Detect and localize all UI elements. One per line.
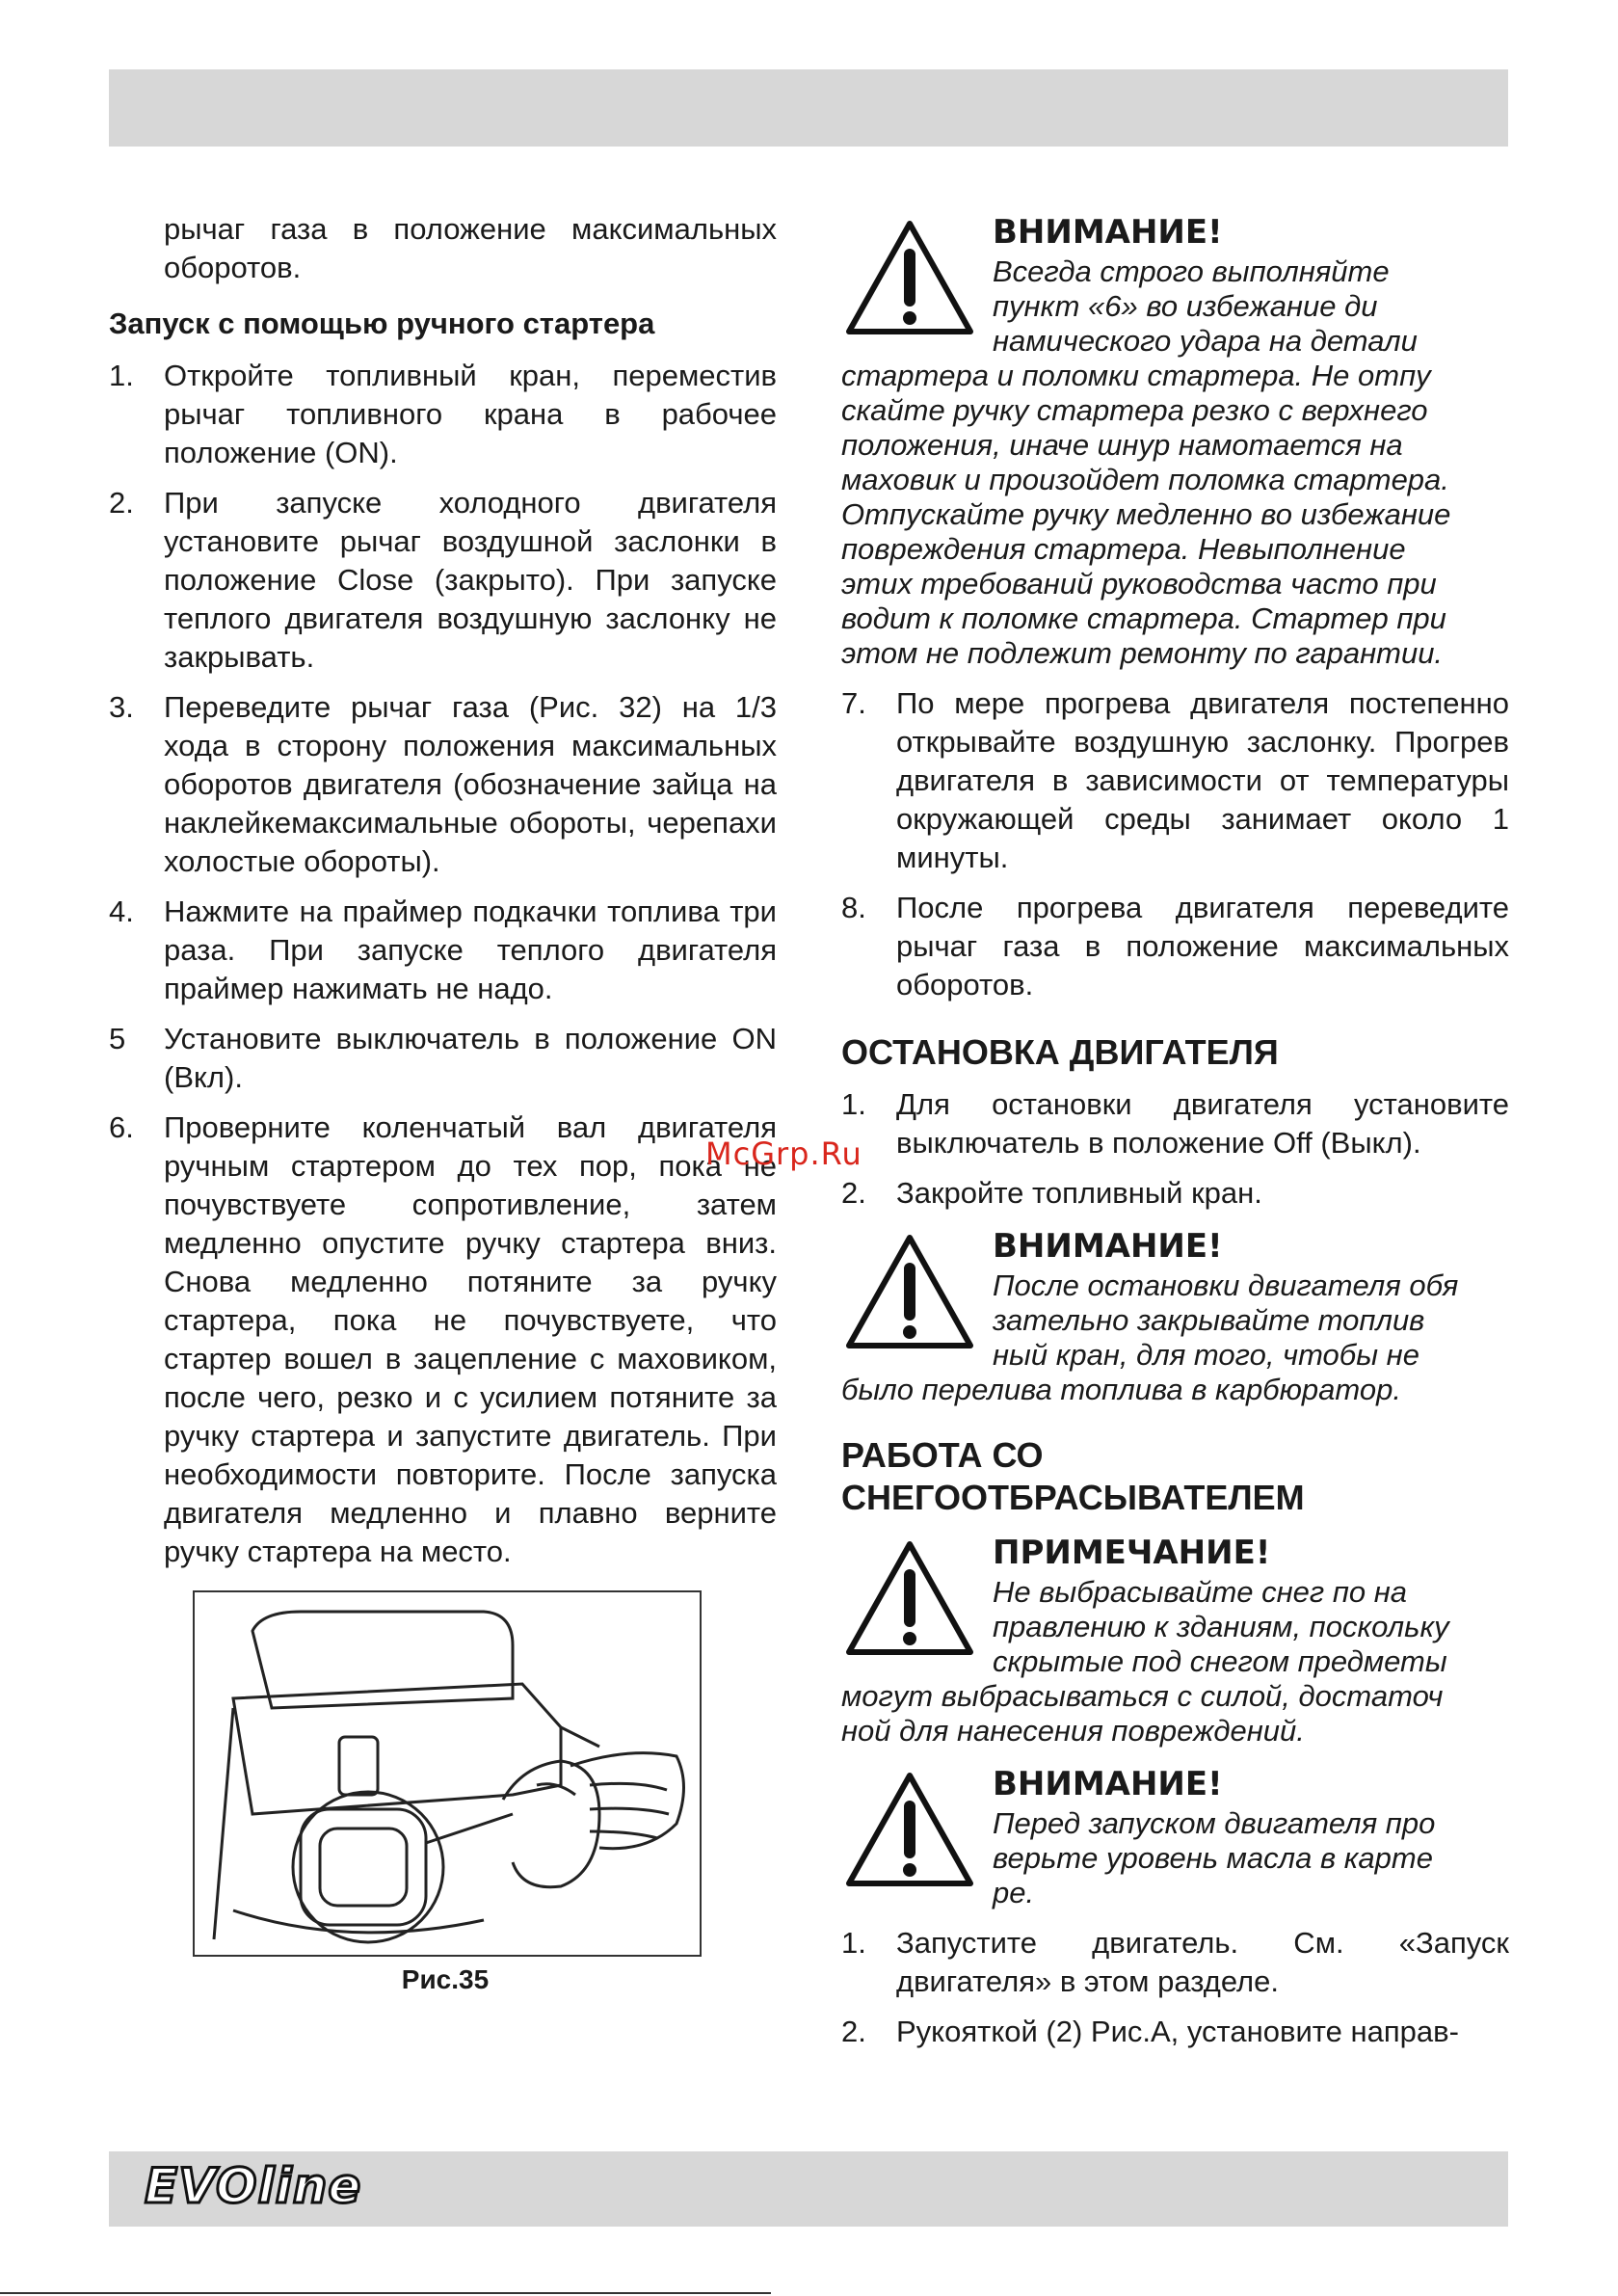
snowthrower-steps xyxy=(841,1924,1509,2051)
list-item: 1. Откройте топливный кран, переместив рычаг топливного крана в рабочее положение (ON). xyxy=(109,359,777,469)
list-item: 2. Рукояткой (2) Рис.А, установите направ- xyxy=(841,2015,1459,2048)
manual-start-heading: Запуск с помощью ручного стартера xyxy=(109,307,655,340)
warning-triangle-icon xyxy=(841,1768,978,1891)
snowthrower-heading: РАБОТА СО СНЕГООТБРАСЫВАТЕЛЕМ xyxy=(841,1435,1305,1517)
intro-text: рычаг газа в положение максимальных оборотов. xyxy=(164,212,777,284)
list-item: 2. При запуске холодного двигателя установите рычаг воздушной заслонки в положение Close (закрыто). При запуске теплого двигателя воздушную заслонку не закрывать. xyxy=(109,486,777,674)
list-item: 3. Переведите рычаг газа (Рис. 32) на 1/3 хода в сторону положения максимальных оборотов двигателя (обозначение зайца на наклейкемаксимальные обороты, черепахи холостые обороты). xyxy=(109,690,777,878)
figure-caption: Рис.35 xyxy=(401,1964,490,1994)
warmup-steps xyxy=(841,684,1509,1004)
note-text: Не выбрасывайте снег по на правлению к зданиям, поскольку скрытые под снегом предметы могут выбрасываться с силой, достаточ ной для нанесения повреждений. xyxy=(841,1575,1449,1748)
warning-triangle-icon xyxy=(841,216,978,339)
warning-box xyxy=(841,1224,1509,1407)
note-box xyxy=(841,1531,1509,1749)
warning-title: ВНИМАНИЕ! xyxy=(993,1765,1223,1803)
engine-stop-steps xyxy=(841,1085,1509,1213)
list-item: 7. По мере прогрева двигателя постепенно открывайте воздушную заслонку. Прогрев двигателя в зависимости от температуры окружающей среды занимает около 1 минуты. xyxy=(841,686,1509,874)
warning-triangle-icon xyxy=(841,1230,978,1353)
warning-box xyxy=(841,210,1509,671)
right-column xyxy=(841,210,1509,2063)
warning-title: ВНИМАНИЕ! xyxy=(993,1227,1223,1266)
evoline-logo: EVOline xyxy=(145,2158,362,2214)
list-item: 4. Нажмите на праймер подкачки топлива три раза. При запуске теплого двигателя праймер нажимать не надо. xyxy=(109,894,777,1005)
list-item: 1. Запустите двигатель. См. «Запуск двигателя» в этом разделе. xyxy=(841,1926,1509,1998)
left-column xyxy=(109,210,777,1583)
warning-box xyxy=(841,1762,1509,1910)
list-item: 6. Проверните коленчатый вал двигателя ручным стартером до тех пор, пока не почувствуете сопротивление, затем медленно опустите ручку стартера вниз. Снова медленно потяните за ручку стартера, пока не почувствуете, что стартер вошел в зацепление с маховиком, после чего, резко и с усилием потяните за ручку стартера и запустите двигатель. При необходимости повторите. После запуска двигателя медленно и плавно верните ручку стартера на место. xyxy=(109,1110,777,1568)
warning-title: ВНИМАНИЕ! xyxy=(993,213,1223,252)
list-item: 5 Установите выключатель в положение ON (Вкл). xyxy=(109,1022,777,1094)
starter-drawing xyxy=(195,1592,700,1955)
manual-start-steps xyxy=(109,357,777,1571)
header-band xyxy=(109,69,1508,147)
watermark: McGrp.Ru xyxy=(705,1135,862,1172)
divider xyxy=(0,2292,771,2294)
warning-text: Перед запуском двигателя про верьте уровень масла в карте ре. xyxy=(993,1806,1436,1909)
list-item: 2. Закройте топливный кран. xyxy=(841,1176,1262,1210)
warning-text: После остановки двигателя обя зательно закрывайте топлив ный кран, для того, чтобы не было перелива топлива в карбюратор. xyxy=(841,1268,1459,1406)
list-item: 8. После прогрева двигателя переведите рычаг газа в положение максимальных оборотов. xyxy=(841,891,1509,1001)
warning-triangle-icon xyxy=(841,1536,978,1660)
list-item: 1. Для остановки двигателя установите выключатель в положение Off (Выкл). xyxy=(841,1087,1509,1160)
engine-stop-heading: ОСТАНОВКА ДВИГАТЕЛЯ xyxy=(841,1032,1279,1072)
note-title: ПРИМЕЧАНИЕ! xyxy=(993,1534,1271,1572)
figure-35-starter-illustration xyxy=(193,1590,702,1957)
warning-text: Всегда строго выполняйте пункт «6» во избежание ди намического удара на детали стартера и поломки стартера. Не отпу скайте ручку стартера резко с верхнего положения, иначе шнур намотается на маховик и произойдет поломка стартера. Отпускайте ручку медленно во избежание повреждения стартера. Невыполнение этих требований руководства часто при водит к поломке стартера. Стартер при этом не подлежит ремонту по гарантии. xyxy=(841,254,1451,670)
